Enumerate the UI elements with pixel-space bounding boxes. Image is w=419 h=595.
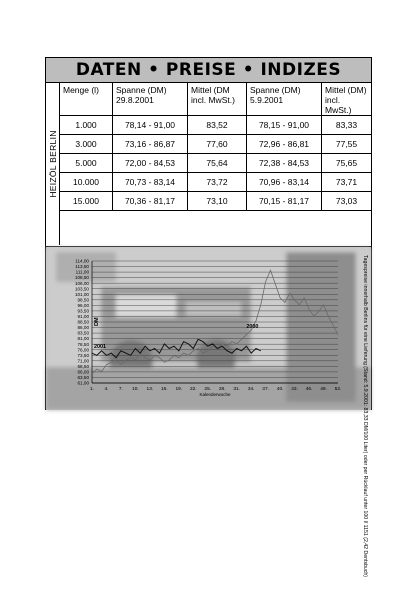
y-tick-label: 61,00 xyxy=(77,380,89,386)
x-axis-label: Kalenderwoche xyxy=(199,392,231,397)
y-tick-label: 101,00 xyxy=(74,291,89,297)
table-row xyxy=(60,173,371,192)
price-table xyxy=(60,83,371,211)
x-tick-label: 16. xyxy=(161,387,168,392)
table-cell: 75,64 xyxy=(188,154,247,173)
table-cell: 78,15 - 91,00 xyxy=(247,116,322,135)
table-cell: 3.000 xyxy=(60,135,113,154)
table-cell: 73,03 xyxy=(322,192,372,211)
table-cell: 70,96 - 83,14 xyxy=(247,173,322,192)
table-cell: 5.000 xyxy=(60,154,113,173)
table-row xyxy=(60,135,371,154)
x-tick-label: 22. xyxy=(189,387,197,392)
side-label-text: HEIZÖL BERLIN xyxy=(47,130,58,198)
y-tick-label: 81,00 xyxy=(77,336,89,342)
x-tick-label: 49. xyxy=(320,387,327,392)
table-header-row xyxy=(60,83,371,116)
y-tick-label: 98,50 xyxy=(77,297,89,303)
table-cell: 10.000 xyxy=(60,173,113,192)
table-cell: 1.000 xyxy=(60,116,113,135)
x-tick-label: 25. xyxy=(204,387,212,392)
y-tick-label: 88,50 xyxy=(77,319,89,325)
y-tick-label: 73,50 xyxy=(77,352,89,358)
table-cell: 73,72 xyxy=(188,173,247,192)
page-title: DATEN • PREISE • INDIZES xyxy=(75,60,342,80)
table-cell: 77,55 xyxy=(322,135,372,154)
x-tick-label: 28. xyxy=(218,387,226,392)
chart-annotation: Tagespreise innerhalb Berlins für eine Lieferung (Stand: 5.9.2001: 83,33 DM/100 Liter) oder per Rücklauf unter 100 l/ 1151 (2,42 Dentsbuch) xyxy=(362,255,368,578)
x-tick-label: 7. xyxy=(118,387,123,392)
table-cell: 73,10 xyxy=(188,192,247,211)
series-label-2001: 2001 xyxy=(94,344,106,351)
table-cell: 78,14 - 91,00 xyxy=(113,116,188,135)
table-row xyxy=(60,116,371,135)
series-label-2000: 2000 xyxy=(246,323,259,330)
x-tick-label: 1. xyxy=(89,387,95,392)
y-tick-label: 76,00 xyxy=(77,347,89,353)
table-cell: 77,60 xyxy=(188,135,247,154)
table-cell: 15.000 xyxy=(60,192,113,211)
table-cell: 72,96 - 86,81 xyxy=(247,135,322,154)
x-tick-label: 19. xyxy=(175,387,183,392)
y-tick-label: 66,00 xyxy=(77,369,89,375)
price-card xyxy=(45,57,372,578)
table-cell: 70,36 - 81,17 xyxy=(113,192,188,211)
y-tick-label: 71,00 xyxy=(77,358,89,364)
y-tick-label: 106,00 xyxy=(74,280,89,286)
table-row xyxy=(60,154,371,173)
x-tick-label: 13. xyxy=(146,387,154,392)
x-tick-label: 34. xyxy=(247,387,255,392)
y-tick-label: 114,00 xyxy=(75,258,89,264)
y-axis-label: DM xyxy=(94,317,100,326)
y-tick-label: 68,50 xyxy=(77,363,89,369)
col-header-mittel-2: Mittel (DM) incl. MwSt.) xyxy=(322,83,372,116)
y-tick-label: 96,00 xyxy=(77,302,89,308)
table-cell: 72,38 - 84,53 xyxy=(247,154,322,173)
price-chart xyxy=(46,246,371,578)
col-header-menge: Menge (l) xyxy=(60,83,113,116)
col-header-spanne-2: Spanne (DM) 5.9.2001 xyxy=(247,83,322,116)
line-chart xyxy=(46,247,371,578)
title-bar xyxy=(46,58,371,83)
table-cell: 72,00 - 84,53 xyxy=(113,154,188,173)
table-cell: 70,73 - 83,14 xyxy=(113,173,188,192)
table-cell: 70,15 - 81,17 xyxy=(247,192,322,211)
x-tick-label: 52. xyxy=(334,387,342,392)
x-tick-label: 4. xyxy=(104,387,109,392)
y-tick-label: 103,50 xyxy=(74,286,89,292)
x-tick-label: 37. xyxy=(262,387,269,392)
y-tick-label: 78,50 xyxy=(77,341,89,347)
table-cell: 75,65 xyxy=(322,154,372,173)
x-tick-label: 43. xyxy=(291,387,298,392)
x-tick-label: 46. xyxy=(305,387,313,392)
y-tick-label: 83,50 xyxy=(77,330,89,336)
y-tick-label: 108,50 xyxy=(74,275,89,281)
y-axis xyxy=(75,259,90,386)
table-cell: 83,52 xyxy=(188,116,247,135)
x-tick-label: 40. xyxy=(276,387,284,392)
y-tick-label: 63,50 xyxy=(77,375,89,381)
y-tick-label: 86,00 xyxy=(77,325,89,331)
y-tick-label: 113,50 xyxy=(75,264,89,270)
table-row xyxy=(60,192,371,211)
y-tick-label: 111,00 xyxy=(75,269,89,275)
table-cell: 73,16 - 86,87 xyxy=(113,135,188,154)
col-header-spanne-1: Spanne (DM) 29.8.2001 xyxy=(113,83,188,116)
y-tick-label: 93,50 xyxy=(77,308,89,314)
background-photo xyxy=(46,247,371,410)
table-cell: 83,33 xyxy=(322,116,372,135)
x-tick-label: 31. xyxy=(233,387,241,392)
col-header-mittel-1: Mittel (DM incl. MwSt.) xyxy=(188,83,247,116)
side-label xyxy=(46,83,60,245)
table-cell: 73,71 xyxy=(322,173,372,192)
y-tick-label: 91,00 xyxy=(77,314,89,320)
x-tick-label: 10. xyxy=(132,387,139,392)
